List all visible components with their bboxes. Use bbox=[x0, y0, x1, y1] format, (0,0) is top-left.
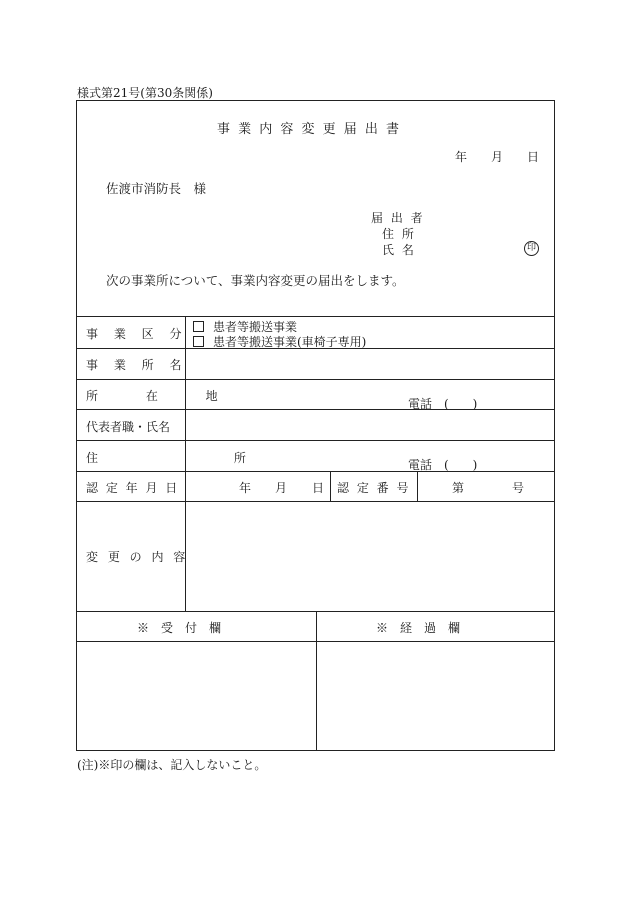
office-name-label: 事 業 所 名 bbox=[86, 358, 188, 372]
date-month: 月 bbox=[491, 150, 504, 164]
name-label: 氏 名 bbox=[382, 243, 416, 257]
address-label: 住 所 bbox=[382, 227, 416, 241]
cert-go: 号 bbox=[512, 481, 525, 495]
form-title: 事 業 内 容 変 更 届 出 書 bbox=[217, 122, 402, 137]
applicant-label: 届 出 者 bbox=[371, 211, 425, 225]
representative-label: 代表者職・氏名 bbox=[86, 420, 171, 434]
cert-day: 日 bbox=[312, 481, 325, 495]
form-number: 様式第21号(第30条関係) bbox=[77, 86, 213, 100]
change-content-label: 変 更 の 内 容 bbox=[86, 550, 189, 564]
option-label: 患者等搬送事業 bbox=[213, 320, 298, 334]
seal-icon: 印 bbox=[524, 241, 539, 256]
address-phone: 電話 ( ) bbox=[408, 458, 478, 472]
row-line-6 bbox=[76, 501, 555, 502]
date-day: 日 bbox=[527, 150, 540, 164]
location-phone: 電話 ( ) bbox=[408, 397, 478, 411]
progress-header: ※ 経 過 欄 bbox=[376, 621, 461, 635]
cert-number-label: 認 定 番 号 bbox=[337, 481, 411, 495]
checkbox[interactable] bbox=[193, 321, 204, 332]
row-line-2 bbox=[76, 379, 555, 380]
cert-dai: 第 bbox=[452, 481, 465, 495]
date-year: 年 bbox=[455, 150, 468, 164]
bottom-column-line bbox=[316, 611, 317, 751]
checkbox[interactable] bbox=[193, 336, 204, 347]
row-line-3 bbox=[76, 409, 555, 410]
cert-date-label: 認 定 年 月 日 bbox=[86, 481, 180, 495]
cert-divider-1 bbox=[330, 471, 331, 501]
cert-divider-2 bbox=[417, 471, 418, 501]
business-option-2[interactable] bbox=[193, 333, 366, 350]
footnote: (注)※印の欄は、記入しないこと。 bbox=[77, 758, 267, 772]
row-line-5 bbox=[76, 471, 555, 472]
reception-header: ※ 受 付 欄 bbox=[137, 621, 222, 635]
option-label: 患者等搬送事業(車椅子専用) bbox=[213, 335, 367, 349]
location-label: 所 在 地 bbox=[86, 389, 240, 403]
intro-text: 次の事業所について、事業内容変更の届出をします。 bbox=[106, 273, 405, 288]
row-line-4 bbox=[76, 440, 555, 441]
address-row-label: 住 所 bbox=[86, 451, 312, 465]
business-category-label: 事 業 区 分 bbox=[86, 327, 188, 341]
cert-month: 月 bbox=[275, 481, 288, 495]
addressee: 佐渡市消防長 様 bbox=[106, 181, 207, 196]
table-top-line bbox=[76, 316, 555, 317]
cert-year: 年 bbox=[239, 481, 252, 495]
